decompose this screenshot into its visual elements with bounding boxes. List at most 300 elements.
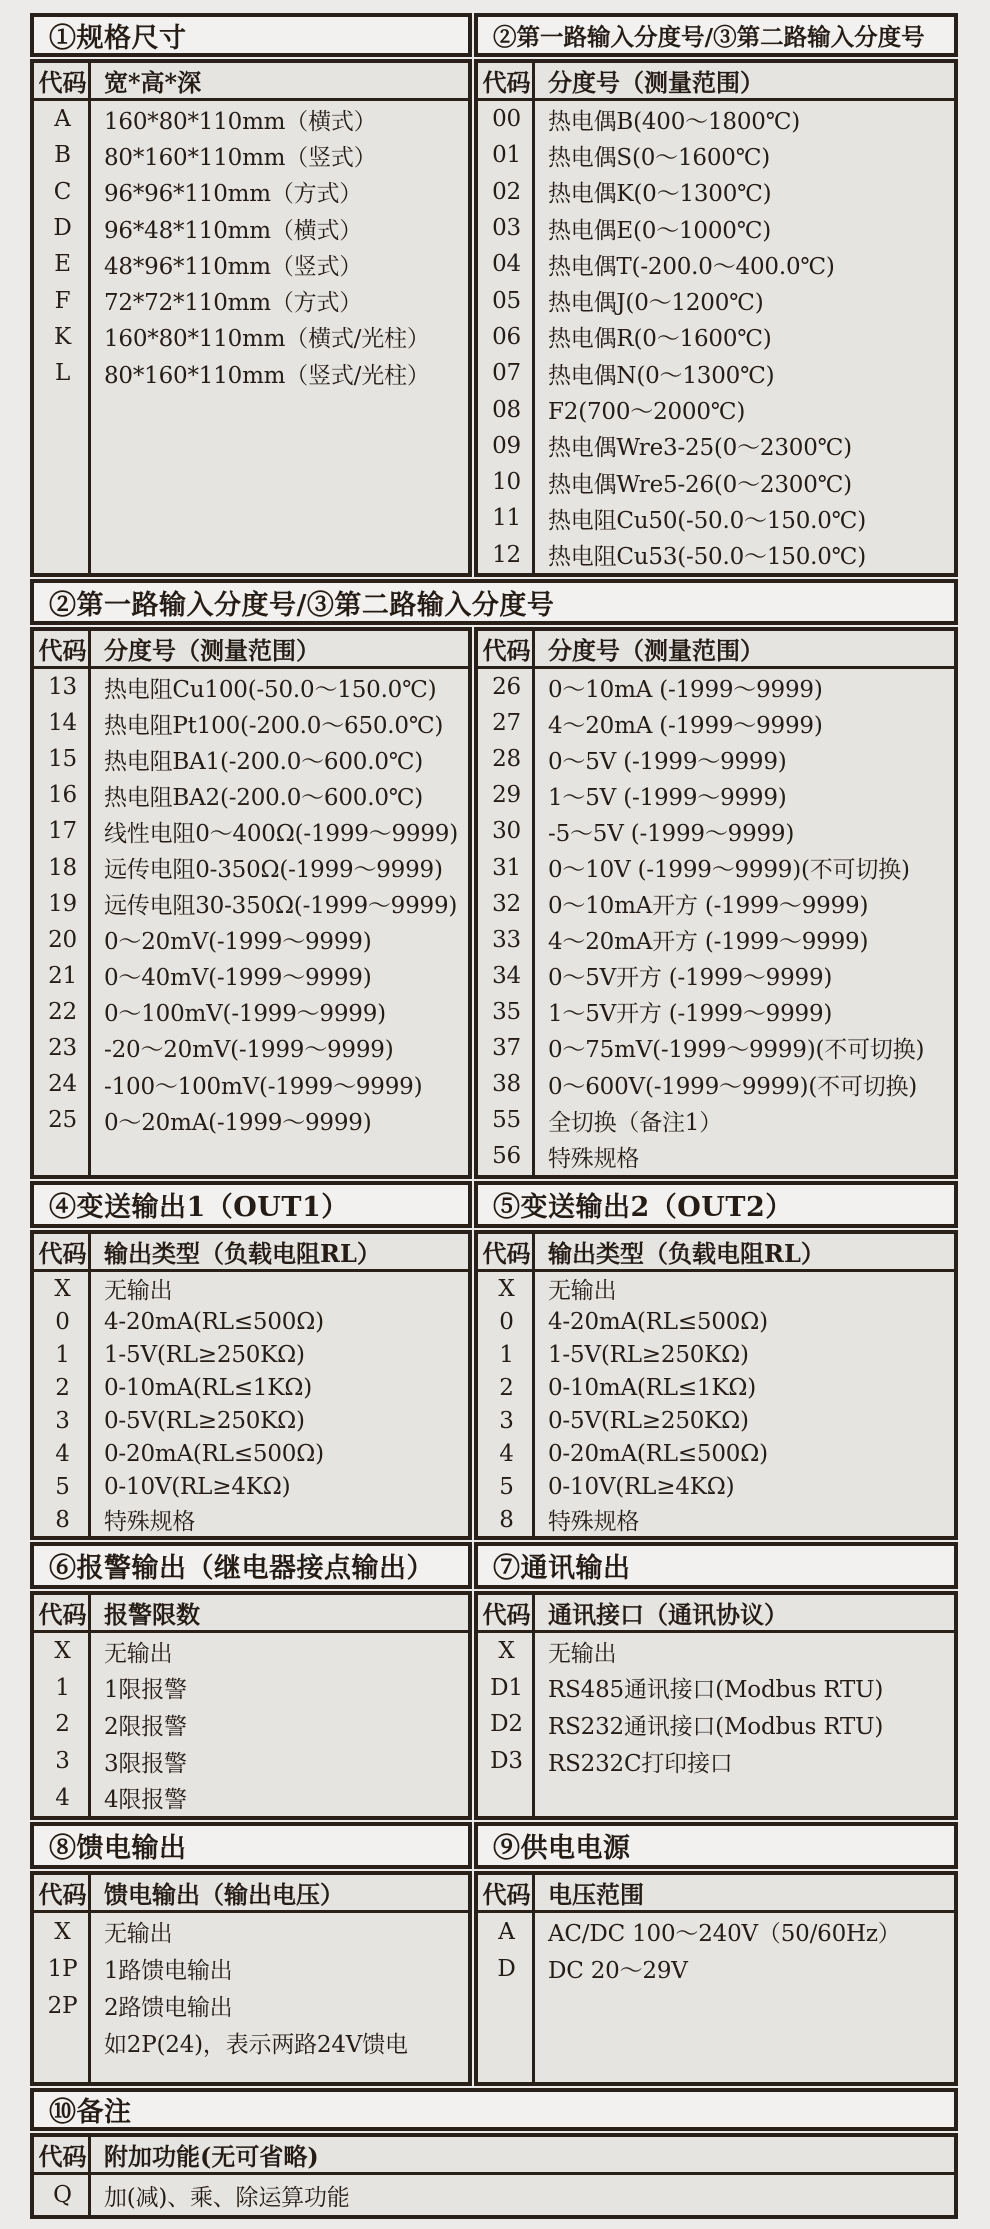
table-row — [478, 1743, 954, 1780]
section9-power-header: ⑨供电电源 — [474, 1822, 958, 1869]
row-code: 1 — [55, 1674, 70, 1701]
row-value: 4限报警 — [104, 1787, 187, 1814]
remark-table — [30, 2133, 958, 2219]
row-code: 1 — [55, 1341, 70, 1368]
table-row — [478, 210, 954, 246]
row-value: 0～10V (-1999～9999)(不可切换) — [548, 857, 910, 884]
table-row — [34, 669, 468, 705]
row-code: 28 — [492, 746, 521, 773]
row-value: -20～20mV(-1999～9999) — [104, 1037, 394, 1064]
table-row — [478, 1272, 954, 1305]
row-value: 热电偶Wre3-25(0～2300℃) — [548, 435, 852, 462]
table-row — [34, 282, 468, 318]
row-value: 1路馈电输出 — [104, 1958, 233, 1984]
row-value: 热电偶R(0～1600℃) — [548, 326, 772, 353]
section5-out2-header: ⑤变送输出2（OUT2） — [474, 1181, 958, 1228]
table-row — [478, 282, 954, 318]
section2-3-input-header: ②第一路输入分度号/③第二路输入分度号 — [474, 13, 958, 57]
table-row — [34, 2024, 468, 2061]
row-code: 09 — [492, 432, 521, 459]
table-row — [34, 1404, 468, 1437]
table-head — [34, 1595, 468, 1633]
table-row — [34, 1503, 468, 1536]
row-value: RS232C打印接口 — [548, 1750, 733, 1777]
row-code: 0 — [55, 1308, 70, 1335]
table-row — [34, 1470, 468, 1503]
row-code: 4 — [55, 1440, 70, 1467]
row-code: 27 — [492, 710, 521, 737]
row-value: 热电阻Cu100(-50.0～150.0℃) — [104, 676, 437, 703]
comm-table — [474, 1591, 958, 1820]
row-value: 160*80*110mm（横式/光柱） — [104, 326, 430, 353]
table-row — [478, 741, 954, 777]
table-row — [478, 849, 954, 885]
table-row — [34, 246, 468, 282]
row-value: 热电阻BA2(-200.0～600.0℃) — [104, 784, 424, 811]
code-column-header: 代码 — [482, 636, 531, 665]
section-header-band-2 — [30, 579, 958, 625]
table-row — [34, 1066, 468, 1102]
table-row — [478, 500, 954, 536]
row-code: X — [54, 1638, 71, 1665]
table-row — [478, 137, 954, 173]
row-code: 14 — [48, 710, 77, 737]
row-code: 34 — [492, 962, 521, 989]
table-row — [34, 2175, 954, 2215]
row-code: 35 — [492, 998, 521, 1025]
row-value: 0-10V(RL≥4KΩ) — [548, 1473, 735, 1500]
row-value: 无输出 — [548, 1640, 617, 1667]
table-row — [478, 813, 954, 849]
row-code: F — [54, 287, 71, 314]
table-row — [478, 1305, 954, 1338]
section-header-band-3 — [30, 1181, 958, 1228]
section-header-band-4 — [30, 1542, 958, 1589]
row-code: 56 — [492, 1143, 521, 1170]
section2-3-continued-header: ②第一路输入分度号/③第二路输入分度号 — [30, 579, 958, 625]
row-value: 加(减)、乘、除运算功能 — [104, 2184, 350, 2211]
row-value: 热电偶S(0～1600℃) — [548, 144, 770, 171]
table-row — [478, 537, 954, 573]
row-code: 00 — [492, 106, 521, 133]
row-value: 80*160*110mm（竖式） — [104, 144, 377, 171]
table-row — [478, 1437, 954, 1470]
feed-output-table — [30, 1871, 472, 2086]
row-code: 2 — [55, 1374, 70, 1401]
row-value: 0～5V (-1999～9999) — [548, 748, 787, 775]
row-value: 0-10V(RL≥4KΩ) — [104, 1473, 291, 1500]
row-code: 13 — [48, 674, 77, 701]
table-row — [34, 1371, 468, 1404]
row-code: Q — [53, 2182, 72, 2208]
table-row — [34, 1670, 468, 1707]
row-value: 无输出 — [548, 1278, 617, 1304]
row-value: 4～20mA (-1999～9999) — [548, 712, 823, 739]
value-column-header: 电压范围 — [548, 1880, 644, 1909]
table-row — [34, 355, 468, 391]
row-value: 2路馈电输出 — [104, 1995, 233, 2021]
row-code: 1 — [499, 1341, 514, 1368]
row-code: X — [54, 1918, 71, 1945]
table-row — [34, 1437, 468, 1470]
row-code: 08 — [492, 396, 521, 423]
row-value: 0-10mA(RL≤1KΩ) — [548, 1374, 756, 1401]
table-row — [478, 1030, 954, 1066]
row-value: 0～20mV(-1999～9999) — [104, 929, 372, 956]
table-body — [34, 669, 468, 1138]
out2-table — [474, 1230, 958, 1540]
row-value: 0-20mA(RL≤500Ω) — [104, 1440, 324, 1467]
row-value: 无输出 — [104, 1921, 173, 1947]
row-value: 0～100mV(-1999～9999) — [104, 1001, 386, 1028]
table-head — [34, 631, 468, 669]
row-value: 热电偶Wre5-26(0～2300℃) — [548, 471, 852, 498]
row-code: 8 — [499, 1506, 514, 1533]
row-code: 10 — [492, 469, 521, 496]
row-value: 0～10mA (-1999～9999) — [548, 676, 823, 703]
table-row — [34, 958, 468, 994]
row-code: 16 — [48, 782, 77, 809]
body-band-1 — [30, 59, 958, 577]
table-row — [34, 1030, 468, 1066]
row-value: 特殊规格 — [548, 1145, 640, 1172]
row-code: 19 — [48, 890, 77, 917]
size-table — [30, 59, 472, 577]
table-row — [34, 1633, 468, 1670]
table-row — [34, 922, 468, 958]
table-row — [478, 1404, 954, 1437]
table-row — [478, 1913, 954, 1950]
power-supply-table — [474, 1871, 958, 2086]
row-value: 4-20mA(RL≤500Ω) — [104, 1308, 324, 1335]
table-row — [478, 428, 954, 464]
row-value: 如2P(24)，表示两路24V馈电 — [104, 2032, 408, 2058]
row-code: 55 — [492, 1107, 521, 1134]
row-value: 无输出 — [104, 1278, 173, 1304]
table-row — [34, 741, 468, 777]
row-code: 25 — [48, 1107, 77, 1134]
row-value: 热电偶N(0～1300℃) — [548, 362, 775, 389]
row-value: 48*96*110mm（竖式） — [104, 253, 363, 280]
row-value: 热电阻Pt100(-200.0～650.0℃) — [104, 712, 444, 739]
table-row — [34, 705, 468, 741]
row-code: 5 — [499, 1473, 514, 1500]
row-value: 1～5V开方 (-1999～9999) — [548, 1001, 833, 1028]
table-row — [478, 319, 954, 355]
section-header-band-1 — [30, 13, 958, 57]
row-code: X — [54, 1275, 71, 1302]
table-body — [34, 1913, 468, 2061]
row-value: 0～20mA(-1999～9999) — [104, 1109, 372, 1136]
table-row — [34, 1272, 468, 1305]
table-head — [34, 1875, 468, 1913]
table-row — [478, 1338, 954, 1371]
table-row — [478, 1503, 954, 1536]
row-code: K — [54, 323, 71, 350]
table-head — [478, 63, 954, 101]
table-row — [34, 1779, 468, 1816]
table-body — [478, 101, 954, 573]
row-value: 0-5V(RL≥250KΩ) — [548, 1407, 749, 1434]
value-column-header: 通讯接口（通讯协议） — [548, 1600, 788, 1629]
row-code: 22 — [48, 998, 77, 1025]
table-row — [34, 1987, 468, 2024]
table-body — [478, 1913, 954, 1987]
row-code: 38 — [492, 1071, 521, 1098]
row-value: 1-5V(RL≥250KΩ) — [548, 1341, 749, 1368]
value-column-header: 输出类型（负载电阻RL） — [548, 1239, 825, 1268]
code-column-header: 代码 — [482, 1239, 531, 1268]
value-column-header: 分度号（测量范围） — [548, 636, 764, 665]
row-code: 12 — [492, 541, 521, 568]
table-row — [34, 1743, 468, 1780]
ordering-spec-table — [30, 13, 958, 2221]
row-code: 01 — [492, 142, 521, 169]
code-column-header: 代码 — [38, 1880, 87, 1909]
row-code: 15 — [48, 746, 77, 773]
row-value: 80*160*110mm（竖式/光柱） — [104, 362, 430, 389]
row-value: 0-10mA(RL≤1KΩ) — [104, 1374, 312, 1401]
table-body — [478, 669, 954, 1174]
row-code: X — [498, 1275, 515, 1302]
table-row — [34, 101, 468, 137]
table-row — [34, 849, 468, 885]
row-code: 32 — [492, 890, 521, 917]
table-head — [478, 1875, 954, 1913]
code-column-header: 代码 — [482, 1600, 531, 1629]
row-value: 热电偶T(-200.0～400.0℃) — [548, 253, 835, 280]
row-value: 无输出 — [104, 1640, 173, 1667]
row-code: 23 — [48, 1034, 77, 1061]
row-value: 热电偶K(0～1300℃) — [548, 181, 772, 208]
row-code: 17 — [48, 818, 77, 845]
row-code: E — [54, 251, 71, 278]
section4-out1-header: ④变送输出1（OUT1） — [30, 1181, 472, 1228]
row-value: 线性电阻0～400Ω(-1999～9999) — [104, 820, 458, 847]
row-value: 0～10mA开方 (-1999～9999) — [548, 893, 869, 920]
body-band-4 — [30, 1591, 958, 1820]
section8-feed-header: ⑧馈电输出 — [30, 1822, 472, 1869]
body-band-3 — [30, 1230, 958, 1540]
table-row — [34, 777, 468, 813]
row-code: X — [498, 1638, 515, 1665]
table-row — [478, 1102, 954, 1138]
row-code: 21 — [48, 962, 77, 989]
table-body — [478, 1272, 954, 1536]
table-row — [478, 958, 954, 994]
row-value: 0-20mA(RL≤500Ω) — [548, 1440, 768, 1467]
table-row — [478, 1706, 954, 1743]
row-value: 0-5V(RL≥250KΩ) — [104, 1407, 305, 1434]
table-body — [34, 1633, 468, 1816]
row-code: 18 — [48, 854, 77, 881]
section-header-band-5 — [30, 1822, 958, 1869]
row-value: 1～5V (-1999～9999) — [548, 784, 787, 811]
table-head — [478, 631, 954, 669]
code-column-header: 代码 — [38, 1600, 87, 1629]
row-value: 0～600V(-1999～9999)(不可切换) — [548, 1073, 918, 1100]
row-value: 热电偶B(400～1800℃) — [548, 108, 801, 135]
section7-comm-header: ⑦通讯输出 — [474, 1542, 958, 1589]
row-value: 4-20mA(RL≤500Ω) — [548, 1308, 768, 1335]
table-head — [34, 1234, 468, 1272]
table-row — [478, 922, 954, 958]
section6-alarm-header: ⑥报警输出（继电器接点输出） — [30, 1542, 472, 1589]
row-code: D3 — [490, 1748, 523, 1775]
row-code: 24 — [48, 1071, 77, 1098]
row-code: 1P — [47, 1955, 78, 1982]
table-row — [34, 137, 468, 173]
row-code: 26 — [492, 674, 521, 701]
code-column-header: 代码 — [482, 68, 531, 97]
row-code: D1 — [490, 1674, 523, 1701]
row-value: 远传电阻30-350Ω(-1999～9999) — [104, 893, 458, 920]
table-row — [34, 994, 468, 1030]
row-code: 37 — [492, 1034, 521, 1061]
table-row — [478, 886, 954, 922]
row-code: 2P — [47, 1992, 78, 2019]
table-row — [478, 355, 954, 391]
code-column-header: 代码 — [38, 636, 87, 665]
table-row — [34, 1102, 468, 1138]
section-header-band-6 — [30, 2088, 958, 2131]
table-row — [34, 174, 468, 210]
row-value: -5～5V (-1999～9999) — [548, 820, 795, 847]
row-value: 特殊规格 — [548, 1509, 640, 1535]
row-value: 特殊规格 — [104, 1509, 196, 1535]
out1-table — [30, 1230, 472, 1540]
table-row — [478, 1138, 954, 1174]
row-code: 0 — [499, 1308, 514, 1335]
row-code: D2 — [490, 1711, 523, 1738]
alarm-table — [30, 1591, 472, 1820]
row-value: DC 20～29V — [548, 1958, 688, 1984]
row-value: F2(700～2000℃) — [548, 399, 746, 426]
table-body — [478, 1633, 954, 1779]
row-code: 3 — [55, 1407, 70, 1434]
row-value: 0～5V开方 (-1999～9999) — [548, 965, 833, 992]
row-code: 4 — [499, 1440, 514, 1467]
row-value: 0～75mV(-1999～9999)(不可切换) — [548, 1037, 925, 1064]
row-code: D — [53, 215, 72, 242]
row-value: 2限报警 — [104, 1713, 187, 1740]
table-row — [34, 1706, 468, 1743]
row-code: B — [54, 142, 71, 169]
row-value: RS485通讯接口(Modbus RTU) — [548, 1677, 884, 1704]
value-column-header: 馈电输出（输出电压） — [104, 1880, 344, 1909]
row-value: 全切换（备注1） — [548, 1109, 723, 1136]
table-row — [34, 210, 468, 246]
row-value: 热电阻Cu53(-50.0～150.0℃) — [548, 544, 866, 571]
value-column-header: 输出类型（负载电阻RL） — [104, 1239, 381, 1268]
row-value: AC/DC 100～240V（50/60Hz） — [548, 1921, 901, 1947]
table-row — [478, 1670, 954, 1707]
table-row — [478, 777, 954, 813]
row-value: 1限报警 — [104, 1677, 187, 1704]
table-row — [478, 101, 954, 137]
row-code: 29 — [492, 782, 521, 809]
table-row — [478, 1950, 954, 1987]
table-row — [478, 246, 954, 282]
row-code: D — [497, 1955, 516, 1982]
row-value: 热电偶E(0～1000℃) — [548, 217, 772, 244]
body-band-5 — [30, 1871, 958, 2086]
code-column-header: 代码 — [482, 1880, 531, 1909]
table-row — [478, 391, 954, 427]
row-code: 05 — [492, 287, 521, 314]
row-code: 20 — [48, 926, 77, 953]
input-range-table-c — [474, 627, 958, 1179]
value-column-header: 附加功能(无可省略) — [104, 2142, 319, 2171]
row-code: 11 — [492, 505, 521, 532]
table-row — [34, 1305, 468, 1338]
table-row — [478, 1066, 954, 1102]
row-code: 33 — [492, 926, 521, 953]
row-code: 3 — [499, 1407, 514, 1434]
row-code: 03 — [492, 215, 521, 242]
row-code: 06 — [492, 323, 521, 350]
row-value: 1-5V(RL≥250KΩ) — [104, 1341, 305, 1368]
row-code: C — [53, 178, 72, 205]
table-row — [478, 1371, 954, 1404]
code-column-header: 代码 — [38, 2142, 87, 2171]
table-row — [34, 1913, 468, 1950]
value-column-header: 分度号（测量范围） — [104, 636, 320, 665]
row-value: 热电阻BA1(-200.0～600.0℃) — [104, 748, 424, 775]
table-head — [478, 1234, 954, 1272]
row-value: 96*48*110mm（横式） — [104, 217, 363, 244]
table-head — [478, 1595, 954, 1633]
row-value: 远传电阻0-350Ω(-1999～9999) — [104, 857, 443, 884]
row-code: 04 — [492, 251, 521, 278]
row-value: 0～40mV(-1999～9999) — [104, 965, 372, 992]
table-row — [34, 319, 468, 355]
value-column-header: 分度号（测量范围） — [548, 68, 764, 97]
row-code: 02 — [492, 178, 521, 205]
row-value: 热电阻Cu50(-50.0～150.0℃) — [548, 507, 866, 534]
input-range-table-b — [30, 627, 472, 1179]
row-value: 96*96*110mm（方式） — [104, 181, 363, 208]
table-head — [34, 2137, 954, 2175]
row-code: A — [54, 106, 71, 133]
row-value: 72*72*110mm（方式） — [104, 290, 363, 317]
body-band-2 — [30, 627, 958, 1179]
section10-remark-header: ⑩备注 — [30, 2088, 958, 2131]
row-value: 热电偶J(0～1200℃) — [548, 290, 764, 317]
row-value: 4～20mA开方 (-1999～9999) — [548, 929, 869, 956]
table-row — [34, 1950, 468, 1987]
table-head — [34, 63, 468, 101]
row-value: -100～100mV(-1999～9999) — [104, 1073, 423, 1100]
table-row — [478, 1470, 954, 1503]
input-range-table-a — [474, 59, 958, 577]
table-body — [34, 2175, 954, 2215]
table-row — [478, 1633, 954, 1670]
table-row — [34, 813, 468, 849]
row-value: RS232通讯接口(Modbus RTU) — [548, 1713, 884, 1740]
table-body — [34, 1272, 468, 1536]
row-code: 8 — [55, 1506, 70, 1533]
table-row — [478, 994, 954, 1030]
value-column-header: 报警限数 — [104, 1600, 200, 1629]
row-code: 2 — [499, 1374, 514, 1401]
row-value: 160*80*110mm（横式） — [104, 108, 377, 135]
table-body — [34, 101, 468, 391]
row-code: 3 — [55, 1748, 70, 1775]
table-row — [478, 464, 954, 500]
row-code: 07 — [492, 360, 521, 387]
table-row — [34, 886, 468, 922]
